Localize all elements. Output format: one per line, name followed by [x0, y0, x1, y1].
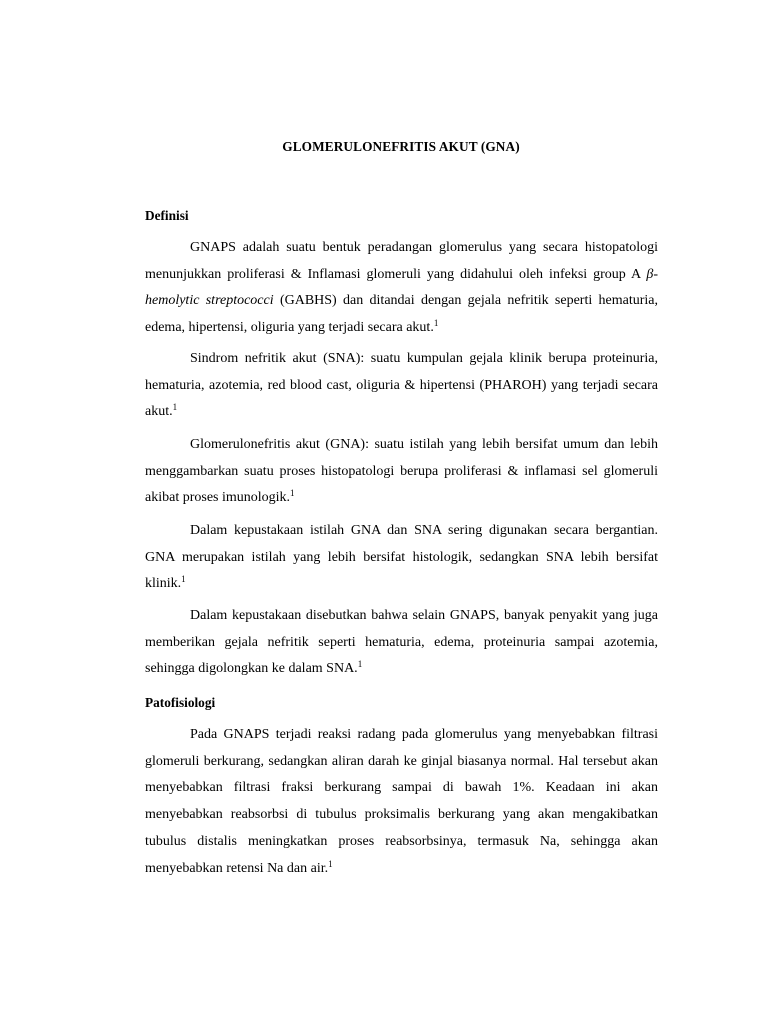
reference-marker: 1 — [290, 488, 295, 499]
paragraph-gnaps-definition — [145, 235, 658, 342]
paragraph-gna-sna-usage — [145, 518, 658, 598]
paragraph-text: Dalam kepustakaan istilah GNA dan SNA sering digunakan secara bergantian. GNA merupakan istilah yang lebih bersifat histologik, sedangkan SNA lebih bersifat klinik. — [145, 523, 658, 592]
paragraph-text: Pada GNAPS terjadi reaksi radang pada glomerulus yang menyebabkan filtrasi glomeruli berkurang, sedangkan aliran darah ke ginjal biasanya normal. Hal tersebut akan menyebabkan filtrasi fraksi berkurang sampai di bawah 1%. Keadaan ini akan menyebabkan reabsorbsi di tubulus proksimalis berkurang yang akan mengakibatkan tubulus distalis meningkatkan proses reabsorbsinya, termasuk Na, sehingga akan menyebabkan retensi Na dan air. — [145, 727, 658, 876]
paragraph-text: Sindrom nefritik akut (SNA): suatu kumpulan gejala klinik berupa proteinuria, hematuria, azotemia, red blood cast, oliguria & hipertensi (PHAROH) yang terjadi secara akut. — [145, 351, 658, 420]
section-heading-patofisiologi: Patofisiologi — [145, 695, 216, 710]
reference-marker: 1 — [328, 858, 333, 869]
reference-marker: 1 — [172, 402, 178, 413]
paragraph-patofisiologi — [145, 722, 658, 882]
reference-marker: 1 — [433, 318, 439, 329]
reference-marker: 1 — [181, 574, 186, 585]
italic-term: β-hemolytic streptococci — [145, 266, 658, 309]
paragraph-text: (GABHS) dan ditandai dengan gejala nefritik seperti hematuria, edema, hipertensi, oliguria yang terjadi secara akut. — [145, 293, 659, 336]
paragraph-text: GNAPS adalah suatu bentuk peradangan glomerulus yang secara histopatologi menunjukkan proliferasi & Inflamasi glomeruli yang didahului oleh infeksi group A — [145, 240, 658, 282]
document-title: GLOMERULONEFRITIS AKUT (GNA) — [282, 139, 520, 154]
paragraph-text: Glomerulonefritis akut (GNA): suatu istilah yang lebih bersifat umum dan lebih menggambarkan suatu proses histopatologi berupa proliferasi & inflamasi sel glomeruli akibat proses imunologik. — [145, 437, 658, 506]
section-heading-definisi: Definisi — [145, 208, 189, 223]
paragraph-text: Dalam kepustakaan disebutkan bahwa selain GNAPS, banyak penyakit yang juga memberikan gejala nefritik seperti hematuria, edema, proteinuria sampai azotemia, sehingga digolongkan ke dalam SNA. — [145, 608, 658, 677]
paragraph-sna-definition — [145, 346, 658, 426]
paragraph-other-diseases — [145, 603, 658, 683]
paragraph-gna-definition — [145, 432, 658, 512]
reference-marker: 1 — [357, 659, 363, 670]
